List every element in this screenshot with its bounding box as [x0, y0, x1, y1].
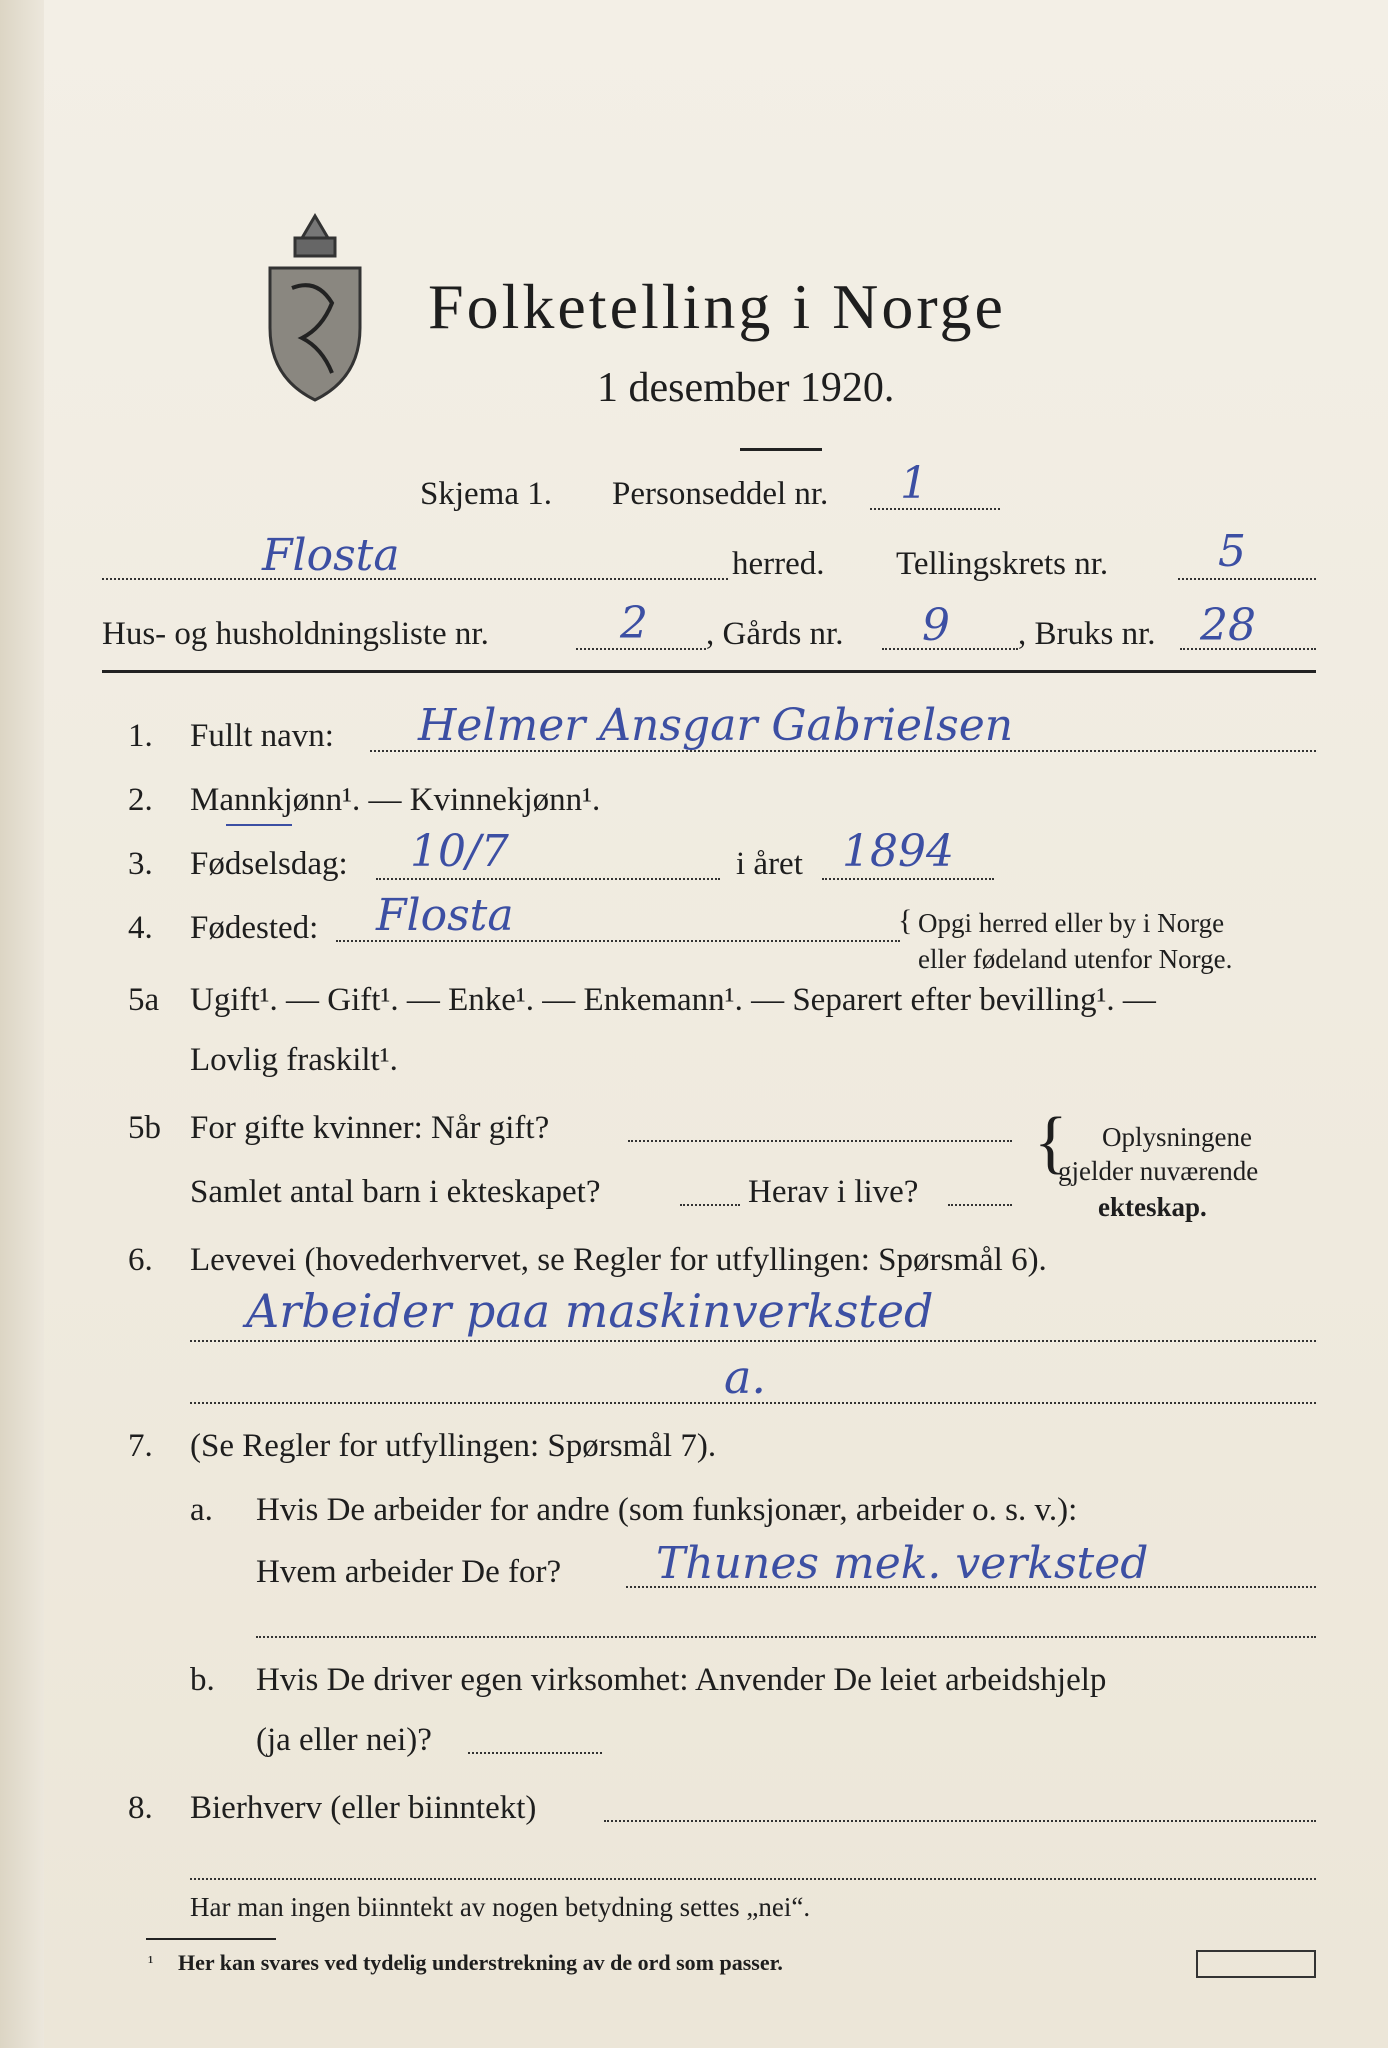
q6-line2 [190, 1402, 1316, 1404]
header-rule [102, 670, 1316, 673]
q5b-brace: { [1034, 1104, 1068, 1181]
q5a-number: 5a [128, 982, 160, 1018]
coat-of-arms-icon [262, 208, 368, 408]
q2-number: 2. [128, 782, 153, 818]
q7a-number: a. [190, 1492, 213, 1528]
tellingskrets-line [1178, 578, 1316, 580]
q7-label: (Se Regler for utfyllingen: Spørsmål 7). [190, 1428, 717, 1464]
footnote-text: Her kan svares ved tydelig understrekning av de ord som passer. [178, 1950, 783, 1975]
q7a-line-extra [256, 1636, 1316, 1638]
divider [740, 448, 822, 451]
q5b-note-2: gjelder nuværende [1058, 1156, 1259, 1186]
footnote-mark: ¹ [148, 1952, 154, 1972]
q7b-line1: Hvis De driver egen virksomhet: Anvender De leiet arbeidshjelp [256, 1662, 1107, 1698]
q3-year-line [822, 878, 994, 880]
q4-brace: { [898, 904, 913, 937]
q5b-number: 5b [128, 1110, 161, 1146]
personseddel-value: 1 [900, 458, 928, 509]
full-name-value: Helmer Ansgar Gabrielsen [418, 700, 1014, 751]
birth-day-value: 10/7 [410, 826, 509, 877]
personseddel-line [870, 508, 1000, 510]
q8-line [604, 1820, 1316, 1822]
gards-label: , Gårds nr. [706, 616, 844, 652]
birthplace-value: Flosta [376, 890, 514, 941]
q5b-line2a: Samlet antal barn i ekteskapet? [190, 1174, 601, 1210]
q5b-line1-dots [628, 1140, 1012, 1142]
q5b-line2b-dots [948, 1204, 1012, 1206]
q2-underline [226, 824, 292, 826]
gards-value: 9 [922, 600, 950, 651]
tellingskrets-value: 5 [1218, 526, 1246, 577]
q5b-note-1: Oplysningene [1102, 1122, 1252, 1152]
hus-label: Hus- og husholdningsliste nr. [102, 616, 489, 652]
bruks-value: 28 [1200, 600, 1256, 651]
q7a-line1: Hvis De arbeider for andre (som funksjonær, arbeider o. s. v.): [256, 1492, 1078, 1528]
herred-label: herred. [732, 546, 825, 582]
tellingskrets-label: Tellingskrets nr. [896, 546, 1109, 582]
footnote-rule [146, 1938, 276, 1940]
q5b-line1: For gifte kvinner: Når gift? [190, 1110, 550, 1146]
q4-label: Fødested: [190, 910, 319, 946]
printer-stamp [1196, 1950, 1316, 1978]
birth-year-value: 1894 [842, 826, 954, 877]
q7a-line2: Hvem arbeider De for? [256, 1554, 562, 1590]
q7b-line2: (ja eller nei)? [256, 1722, 432, 1758]
bruks-label: , Bruks nr. [1018, 616, 1156, 652]
q5b-line2a-dots [680, 1204, 740, 1206]
q3-day-line [376, 878, 720, 880]
paper-edge [0, 0, 44, 2048]
q2-label: Mannkjønn¹. — Kvinnekjønn¹. [190, 782, 601, 818]
q5a-line2: Lovlig fraskilt¹. [190, 1042, 398, 1078]
q3-label: Fødselsdag: [190, 846, 348, 882]
occupation-value-2: a. [724, 1350, 767, 1404]
q4-note-1: Opgi herred eller by i Norge [918, 908, 1225, 938]
q8-number: 8. [128, 1790, 153, 1826]
q7b-number: b. [190, 1662, 215, 1698]
q6-label: Levevei (hovederhvervet, se Regler for utfyllingen: Spørsmål 6). [190, 1242, 1047, 1278]
q8-line-extra [190, 1878, 1316, 1880]
q1-label: Fullt navn: [190, 718, 334, 754]
no-income-note: Har man ingen biinntekt av nogen betydning settes „nei“. [190, 1892, 811, 1922]
gards-line [882, 648, 1018, 650]
personseddel-label: Personseddel nr. [612, 476, 829, 512]
hus-value: 2 [620, 598, 648, 649]
q5b-note-3: ekteskap. [1098, 1192, 1207, 1222]
q6-number: 6. [128, 1242, 153, 1278]
employer-value: Thunes mek. verksted [656, 1538, 1149, 1589]
q4-number: 4. [128, 910, 153, 946]
q5b-line2b: Herav i live? [748, 1174, 919, 1210]
q6-line1 [190, 1340, 1316, 1342]
occupation-value: Arbeider paa maskinverksted [246, 1284, 934, 1338]
q8-label: Bierhverv (eller biinntekt) [190, 1790, 537, 1826]
q5a-line1: Ugift¹. — Gift¹. — Enke¹. — Enkemann¹. — Separert efter bevilling¹. — [190, 982, 1156, 1018]
q3-number: 3. [128, 846, 153, 882]
herred-value: Flosta [262, 530, 400, 581]
q7-number: 7. [128, 1428, 153, 1464]
q3-year-label: i året [736, 846, 803, 882]
q1-number: 1. [128, 718, 153, 754]
herred-line [102, 578, 728, 580]
skjema-label: Skjema 1. [420, 476, 552, 512]
q4-note-2: eller fødeland utenfor Norge. [918, 944, 1233, 974]
q7b-line [468, 1752, 602, 1754]
census-date: 1 desember 1920. [597, 365, 895, 411]
form-title: Folketelling i Norge [428, 271, 1006, 342]
